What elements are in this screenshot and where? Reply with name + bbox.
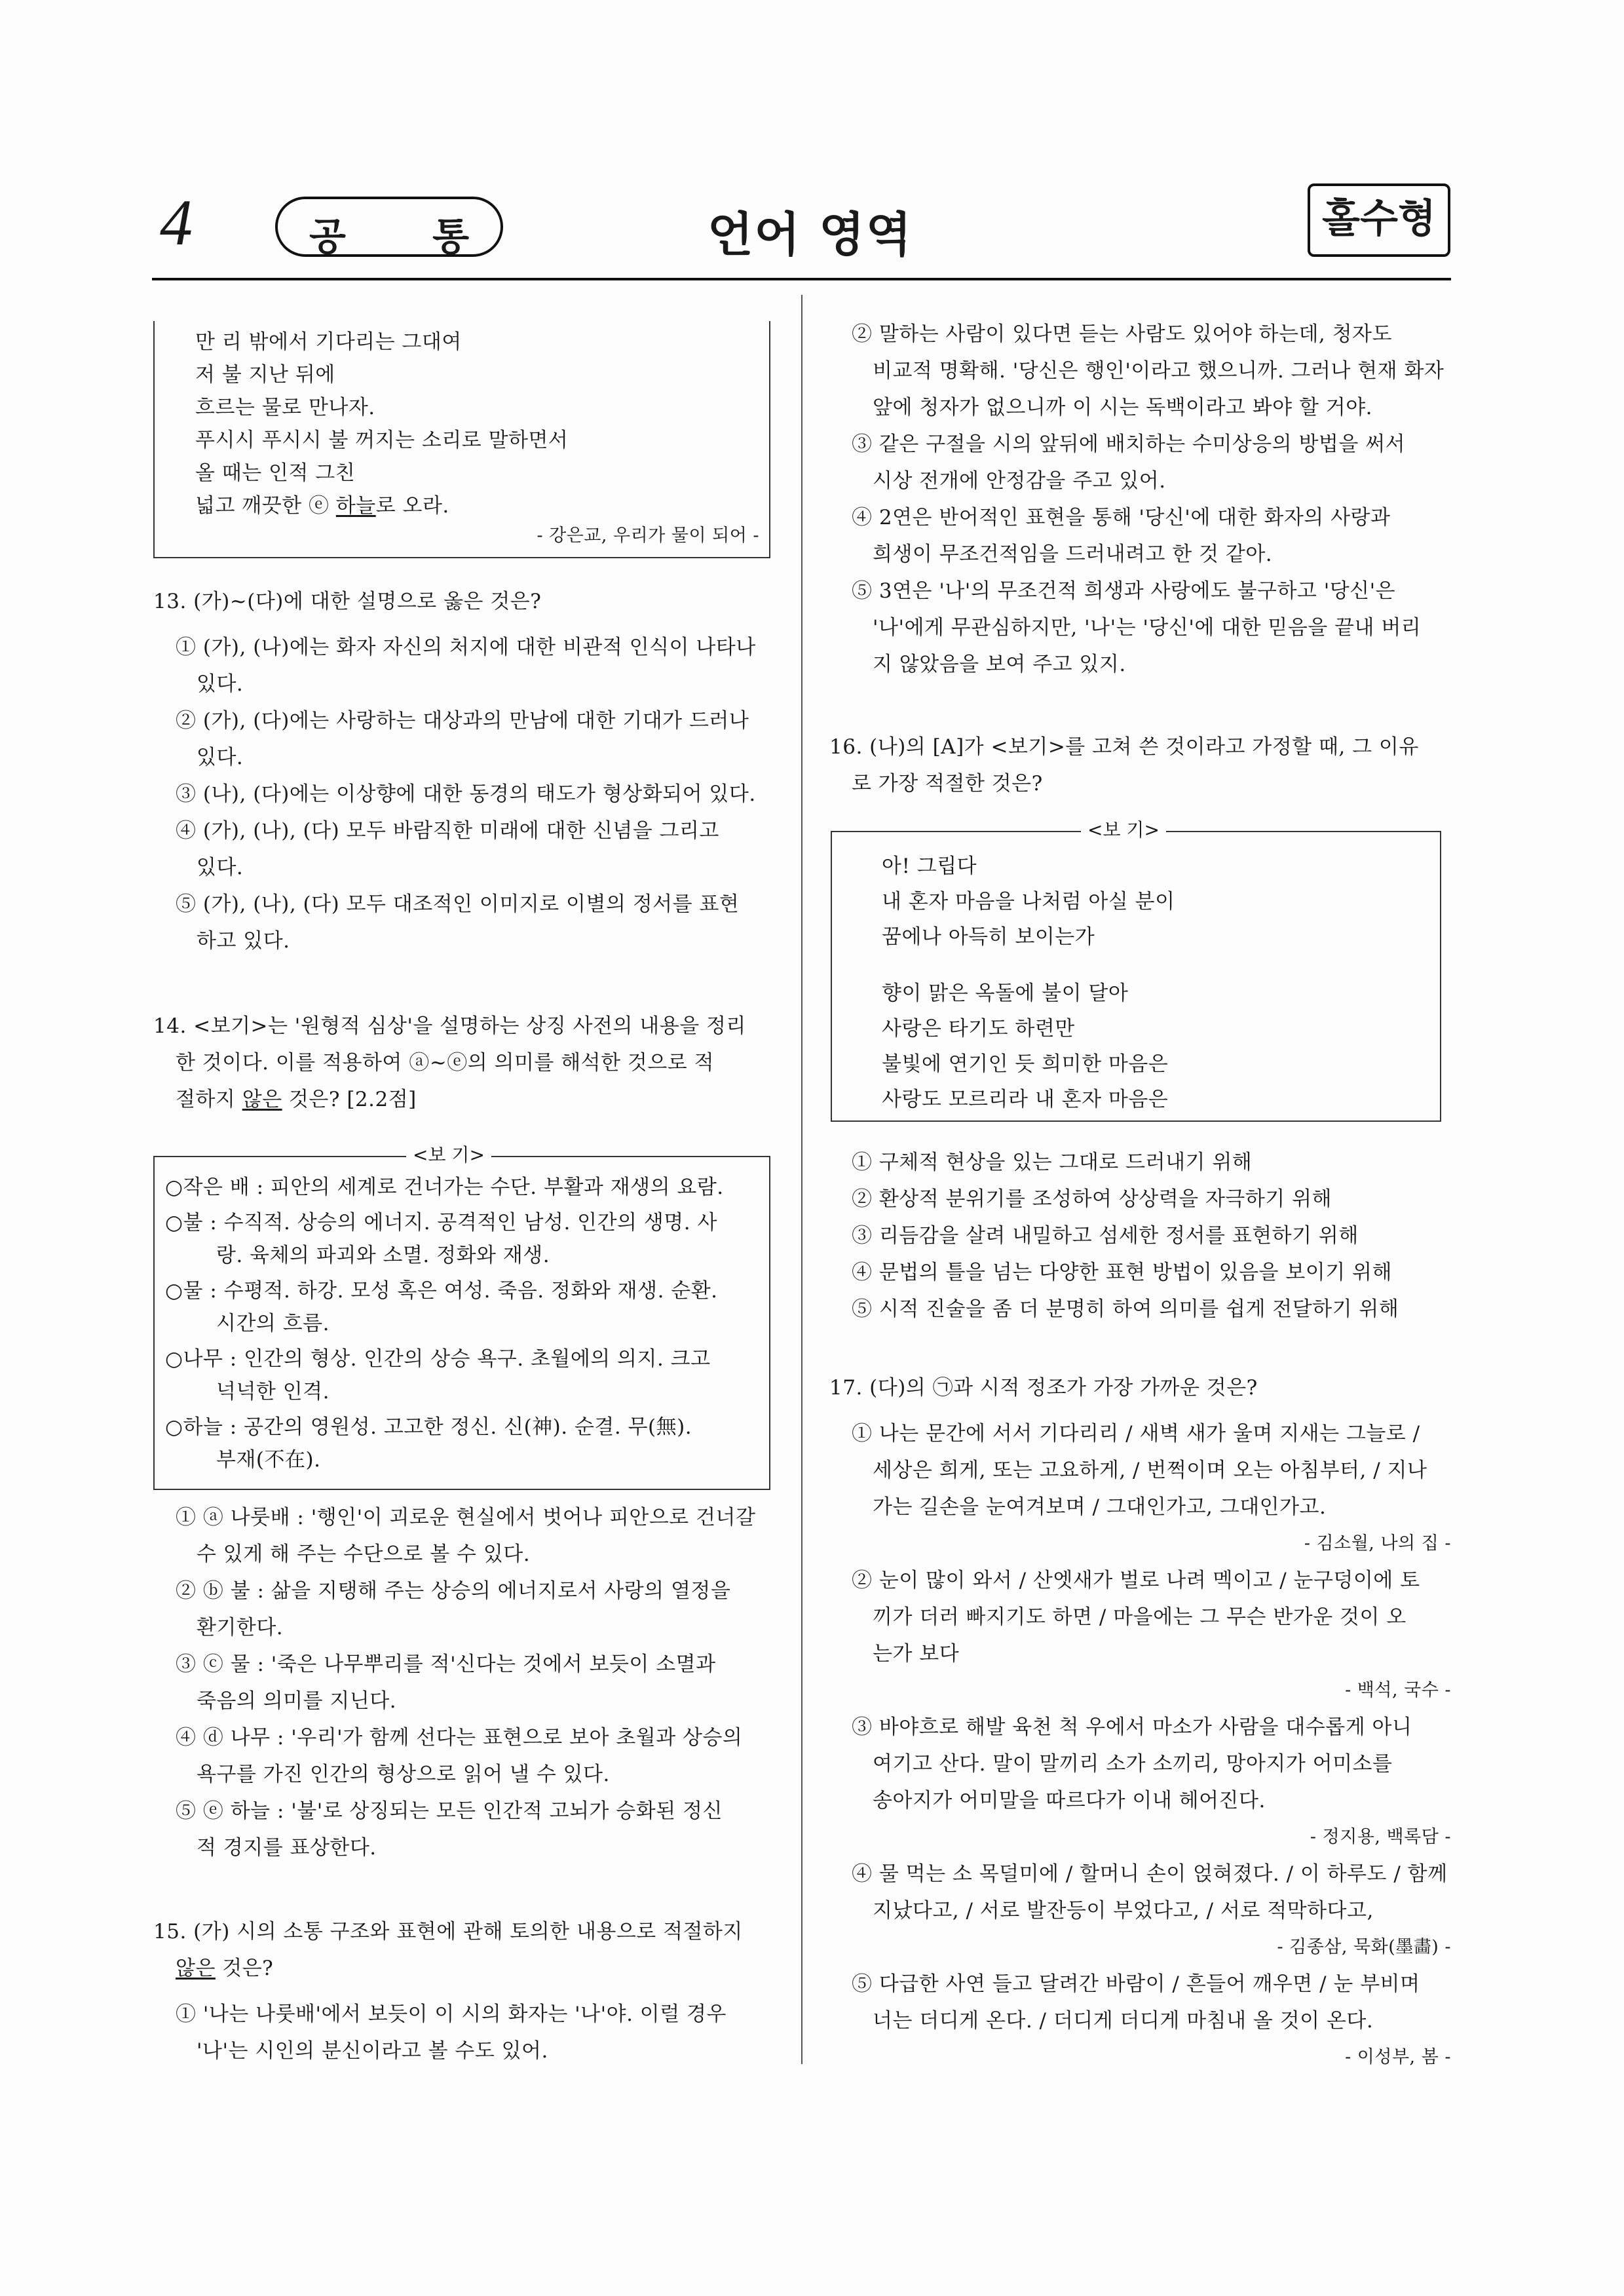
- section-pill: [275, 197, 503, 257]
- section-right-char: 통: [432, 214, 469, 259]
- q16-option: ③ 리듬감을 살려 내밀하고 섬세한 정서를 표현하기 위해: [852, 1224, 1359, 1248]
- q14-stem: 14. <보기>는 '원형적 심상'을 설명하는 상징 사전의 내용을 정리: [153, 1014, 746, 1038]
- underlined-word: 않은: [176, 1957, 216, 1980]
- q13-option: 하고 있다.: [197, 929, 290, 953]
- q15-option: '나'는 시인의 분신이라고 볼 수도 있어.: [197, 2039, 548, 2063]
- q15-option: ② 말하는 사람이 있다면 듣는 사람도 있어야 하는데, 청자도: [852, 322, 1392, 346]
- q14-option: ④ ⓓ 나무 : '우리'가 함께 선다는 표현으로 보아 초월과 상승의: [176, 1726, 743, 1750]
- underlined-word: 하늘: [335, 494, 376, 518]
- q17-option: 여기고 산다. 말이 말끼리 소가 소끼리, 망아지가 어미소를: [873, 1752, 1393, 1776]
- page-number: 4: [160, 186, 193, 259]
- q17-stem: 17. (다)의 ㉠과 시적 정조가 가장 가까운 것은?: [829, 1376, 1258, 1400]
- q15-option: ④ 2연은 반어적인 표현을 통해 '당신'에 대한 화자의 사랑과: [852, 506, 1391, 529]
- bogi-line: ○하늘 : 공간의 영원성. 고고한 정신. 신(神). 순결. 무(無).: [165, 1415, 692, 1439]
- q16-stem: 16. (나)의 [A]가 <보기>를 고쳐 쓴 것이라고 가정할 때, 그 이유: [829, 735, 1419, 759]
- q13-option: 있다.: [197, 672, 244, 696]
- q17-option: 지났다고, / 서로 발잔등이 부었다고, / 서로 적막하다고,: [873, 1899, 1374, 1923]
- poem-line: 푸시시 푸시시 불 꺼지는 소리로 말하면서: [195, 429, 569, 452]
- q14-option: 적 경지를 표상한다.: [197, 1836, 377, 1860]
- poem-line: 흐르는 물로 만나자.: [195, 396, 375, 419]
- q16-stem: 로 가장 적절한 것은?: [852, 772, 1043, 795]
- q15-option: 시상 전개에 안정감을 주고 있어.: [873, 469, 1166, 493]
- q14-option: ③ ⓒ 물 : '죽은 나무뿌리를 적'신다는 것에서 보듯이 소멸과: [176, 1653, 716, 1676]
- q13-option: ① (가), (나)에는 화자 자신의 처지에 대한 비관적 인식이 나타나: [176, 636, 756, 659]
- q13-option: ⑤ (가), (나), (다) 모두 대조적인 이미지로 이별의 정서를 표현: [176, 892, 740, 916]
- bogi-label: <보 기>: [1081, 819, 1166, 841]
- q14-option: 욕구를 가진 인간의 형상으로 읽어 낼 수 있다.: [197, 1763, 610, 1786]
- q17-source: - 김종삼, 묵화(墨畵) -: [1277, 1937, 1451, 1957]
- q14-option: 환기한다.: [197, 1616, 284, 1639]
- poem-last-line: 넓고 깨끗한 ⓔ 하늘로 오라.: [195, 494, 449, 518]
- bogi-label: <보 기>: [406, 1144, 491, 1166]
- underlined-word: 않은: [242, 1088, 282, 1111]
- header-rule: [152, 278, 1451, 280]
- q16-option: ② 환상적 분위기를 조성하여 상상력을 자극하기 위해: [852, 1187, 1332, 1211]
- bogi-line: 시간의 흐름.: [216, 1312, 330, 1335]
- page-title: 언어 영역: [708, 207, 913, 262]
- bogi-line: 랑. 육체의 파괴와 소멸. 정화와 재생.: [216, 1244, 550, 1267]
- q14-stem: 한 것이다. 이를 적용하여 ⓐ~ⓔ의 의미를 해석한 것으로 적: [176, 1051, 715, 1075]
- poem-line: 만 리 밖에서 기다리는 그대여: [195, 330, 462, 354]
- q13-option: ③ (나), (다)에는 이상향에 대한 동경의 태도가 형상화되어 있다.: [176, 782, 756, 806]
- bogi-line: 꿈에나 아득히 보이는가: [882, 925, 1095, 949]
- q15-option: 지 않았음을 보여 주고 있지.: [873, 653, 1126, 676]
- q17-option: 송아지가 어미말을 따르다가 이내 헤어진다.: [873, 1789, 1266, 1812]
- q17-source: - 김소월, 나의 집 -: [1304, 1533, 1451, 1554]
- q14-option: 수 있게 해 주는 수단으로 볼 수 있다.: [197, 1542, 531, 1566]
- q17-option: ① 나는 문간에 서서 기다리리 / 새벽 새가 울며 지새는 그늘로 /: [852, 1422, 1420, 1445]
- q17-option: 세상은 희게, 또는 고요하게, / 번쩍이며 오는 아침부터, / 지나: [873, 1459, 1427, 1482]
- q15-option: '나'에게 무관심하지만, '나'는 '당신'에 대한 믿음을 끝내 버리: [873, 616, 1422, 640]
- q17-option: 는가 보다: [873, 1642, 960, 1666]
- poem-line: 올 때는 인적 그친: [195, 461, 356, 485]
- q15-stem: 15. (가) 시의 소통 구조와 표현에 관해 토의한 내용으로 적절하지: [153, 1920, 743, 1943]
- q17-source: - 이성부, 봄 -: [1345, 2047, 1451, 2067]
- bogi-line: 부재(不在).: [216, 1448, 321, 1472]
- bogi-line: 향이 맑은 옥돌에 불이 달아: [882, 982, 1129, 1005]
- q17-option: ⑤ 다급한 사연 들고 달려간 바람이 / 흔들어 깨우면 / 눈 부비며: [852, 1972, 1420, 1996]
- exam-type-badge: 홀수형: [1308, 183, 1450, 257]
- q13-option: ② (가), (다)에는 사랑하는 대상과의 만남에 대한 기대가 드러나: [176, 709, 749, 733]
- bogi-line: 사랑도 모르리라 내 혼자 마음은: [882, 1088, 1169, 1111]
- q14-option: ① ⓐ 나룻배 : '행인'이 괴로운 현실에서 벗어나 피안으로 건너갈: [176, 1506, 756, 1529]
- poem-line: 저 불 지난 뒤에: [195, 363, 335, 387]
- q14-option: 죽음의 의미를 지닌다.: [197, 1689, 397, 1713]
- q14-option: ⑤ ⓔ 하늘 : '불'로 상징되는 모든 인간적 고뇌가 승화된 정신: [176, 1799, 723, 1823]
- q13-stem: 13. (가)~(다)에 대한 설명으로 옳은 것은?: [153, 590, 542, 613]
- q17-source: - 백석, 국수 -: [1345, 1680, 1451, 1700]
- q16-option: ⑤ 시적 진술을 좀 더 분명히 하여 의미를 쉽게 전달하기 위해: [852, 1297, 1399, 1321]
- q14-option: ② ⓑ 불 : 삶을 지탱해 주는 상승의 에너지로서 사랑의 열정을: [176, 1579, 731, 1603]
- q17-option: ② 눈이 많이 와서 / 산엣새가 벌로 나려 멕이고 / 눈구덩이에 토: [852, 1569, 1420, 1592]
- q15-option: ⑤ 3연은 '나'의 무조건적 희생과 사랑에도 불구하고 '당신'은: [852, 579, 1396, 603]
- q13-option: 있다.: [197, 746, 244, 769]
- bogi-line: 내 혼자 마음을 나처럼 아실 분이: [882, 890, 1175, 913]
- q15-option: ③ 같은 구절을 시의 앞뒤에 배치하는 수미상응의 방법을 써서: [852, 432, 1406, 456]
- q15-option: 비교적 명확해. '당신은 행인'이라고 했으니까. 그러나 현재 화자: [873, 359, 1445, 383]
- bogi-line: ○나무 : 인간의 형상. 인간의 상승 욕구. 초월에의 의지. 크고: [165, 1347, 711, 1371]
- bogi-line: ○불 : 수직적. 상승의 에너지. 공격적인 남성. 인간의 생명. 사: [165, 1211, 717, 1234]
- q15-option: ① '나는 나룻배'에서 보듯이 이 시의 화자는 '나'야. 이럴 경우: [176, 2002, 727, 2026]
- q17-option: 가는 길손을 눈여겨보며 / 그대인가고, 그대인가고.: [873, 1495, 1327, 1519]
- q16-option: ④ 문법의 틀을 넘는 다양한 표현 방법이 있음을 보이기 위해: [852, 1261, 1392, 1284]
- q15-stem-last: 않은 것은?: [176, 1957, 274, 1980]
- q15-option: 희생이 무조건적임을 드러내려고 한 것 같아.: [873, 543, 1273, 566]
- q17-option: 끼가 더러 빠지기도 하면 / 마을에는 그 무슨 반가운 것이 오: [873, 1605, 1407, 1629]
- bogi-line: 불빛에 연기인 듯 희미한 마음은: [882, 1052, 1169, 1076]
- q17-option: ③ 바야흐로 해발 육천 척 우에서 마소가 사람을 대수롭게 아니: [852, 1715, 1412, 1739]
- q14-stem-last: 절하지 않은 것은? [2.2점]: [176, 1088, 417, 1111]
- section-left-char: 공: [309, 214, 347, 259]
- bogi-line: 아! 그립다: [882, 854, 977, 878]
- q13-option: ④ (가), (나), (다) 모두 바람직한 미래에 대한 신념을 그리고: [176, 819, 719, 843]
- q13-option: 있다.: [197, 856, 244, 879]
- q17-option: 너는 더디게 온다. / 더디게 더디게 마침내 올 것이 온다.: [873, 2009, 1374, 2033]
- bogi-line: ○작은 배 : 피안의 세계로 건너가는 수단. 부활과 재생의 요람.: [165, 1176, 724, 1199]
- q17-option: ④ 물 먹는 소 목덜미에 / 할머니 손이 얹혀졌다. / 이 하루도 / 함께: [852, 1862, 1448, 1886]
- q16-option: ① 구체적 현상을 있는 그대로 드러내기 위해: [852, 1151, 1253, 1174]
- column-divider: [801, 295, 803, 2064]
- bogi-line: ○물 : 수평적. 하강. 모성 혹은 여성. 죽음. 정화와 재생. 순환.: [165, 1279, 718, 1303]
- q15-option: 앞에 청자가 없으니까 이 시는 독백이라고 봐야 할 거야.: [873, 396, 1372, 419]
- q17-source: - 정지용, 백록담 -: [1310, 1827, 1451, 1847]
- bogi-line: 넉넉한 인격.: [216, 1380, 330, 1404]
- poem-source: - 강은교, 우리가 물이 되어 -: [537, 526, 759, 546]
- bogi-line: 사랑은 타기도 하련만: [882, 1017, 1075, 1041]
